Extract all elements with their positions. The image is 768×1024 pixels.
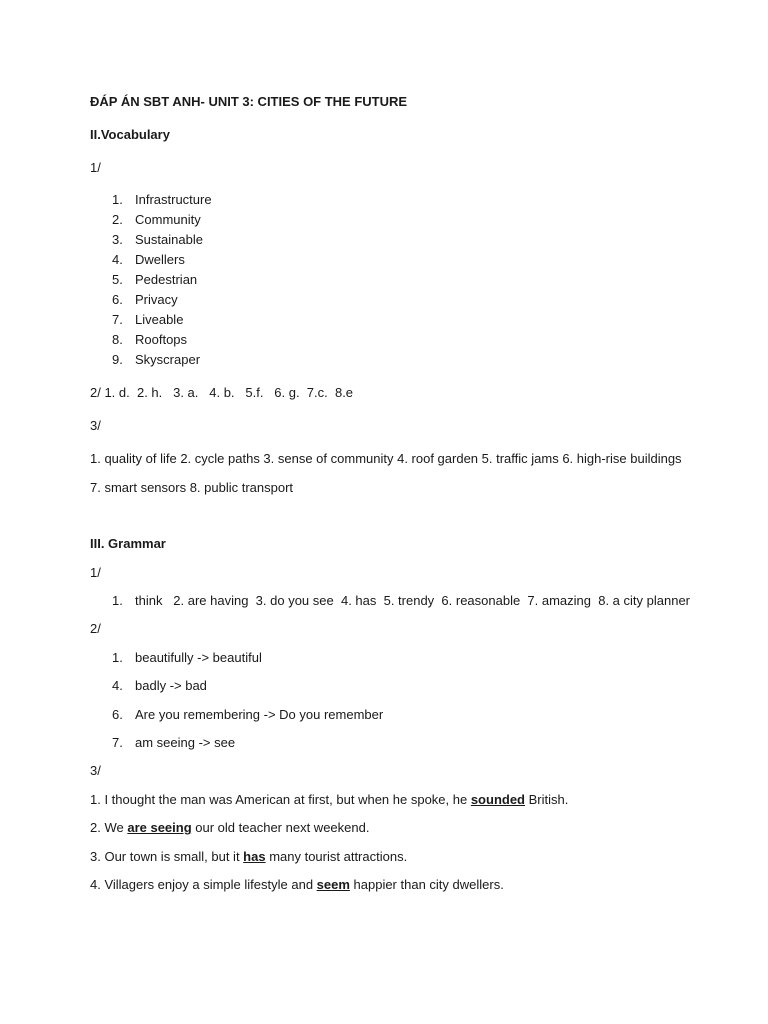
grammar-part2-label: 2/ [90, 621, 101, 636]
grammar-part1-label: 1/ [90, 565, 101, 580]
vocabulary-heading: II.Vocabulary [90, 127, 170, 142]
vocab-part3-line: 7. smart sensors 8. public transport [90, 480, 294, 495]
list-item: 7. Liveable [112, 312, 184, 327]
document-title: ĐÁP ÁN SBT ANH- UNIT 3: CITIES OF THE FUTURE [90, 94, 408, 109]
grammar-part3-label: 3/ [90, 763, 101, 778]
list-item: 8. Rooftops [112, 332, 188, 347]
answer-keyword: are seeing [127, 820, 192, 835]
grammar-sentence: 3. Our town is small, but it has many tourist attractions. [90, 849, 408, 864]
list-item: 4. badly -> bad [112, 678, 207, 693]
list-item: 1. Infrastructure [112, 192, 212, 207]
list-item: 5. Pedestrian [112, 272, 198, 287]
answer-keyword: sounded [470, 792, 525, 807]
grammar-sentence: 2. We are seeing our old teacher next weekend. [90, 820, 370, 835]
list-item: 7. am seeing -> see [112, 735, 236, 750]
vocab-part2-answers: 2/ 1. d. 2. h. 3. a. 4. b. 5.f. 6. g. 7.c. 8.e [90, 385, 354, 400]
list-item: 3. Sustainable [112, 232, 203, 247]
vocab-part3-line: 1. quality of life 2. cycle paths 3. sense of community 4. roof garden 5. traffic jams 6. high-rise buildings [90, 451, 682, 466]
grammar-sentence: 1. I thought the man was American at first, but when he spoke, he sounded British. [90, 792, 569, 807]
list-item: 1. think 2. are having 3. do you see 4. has 5. trendy 6. reasonable 7. amazing 8. a city planner [112, 593, 691, 608]
list-item: 1. beautifully -> beautiful [112, 650, 262, 665]
answer-keyword: seem [316, 877, 350, 892]
list-item: 4. Dwellers [112, 252, 185, 267]
vocab-part1-label: 1/ [90, 160, 101, 175]
list-item: 6. Are you remembering -> Do you remember [112, 707, 384, 722]
list-item: 6. Privacy [112, 292, 178, 307]
vocab-part3-label: 3/ [90, 418, 101, 433]
grammar-heading: III. Grammar [90, 536, 166, 551]
list-item: 9. Skyscraper [112, 352, 201, 367]
grammar-sentence: 4. Villagers enjoy a simple lifestyle and seem happier than city dwellers. [90, 877, 504, 892]
list-item: 2. Community [112, 212, 201, 227]
answer-keyword: has [243, 849, 266, 864]
